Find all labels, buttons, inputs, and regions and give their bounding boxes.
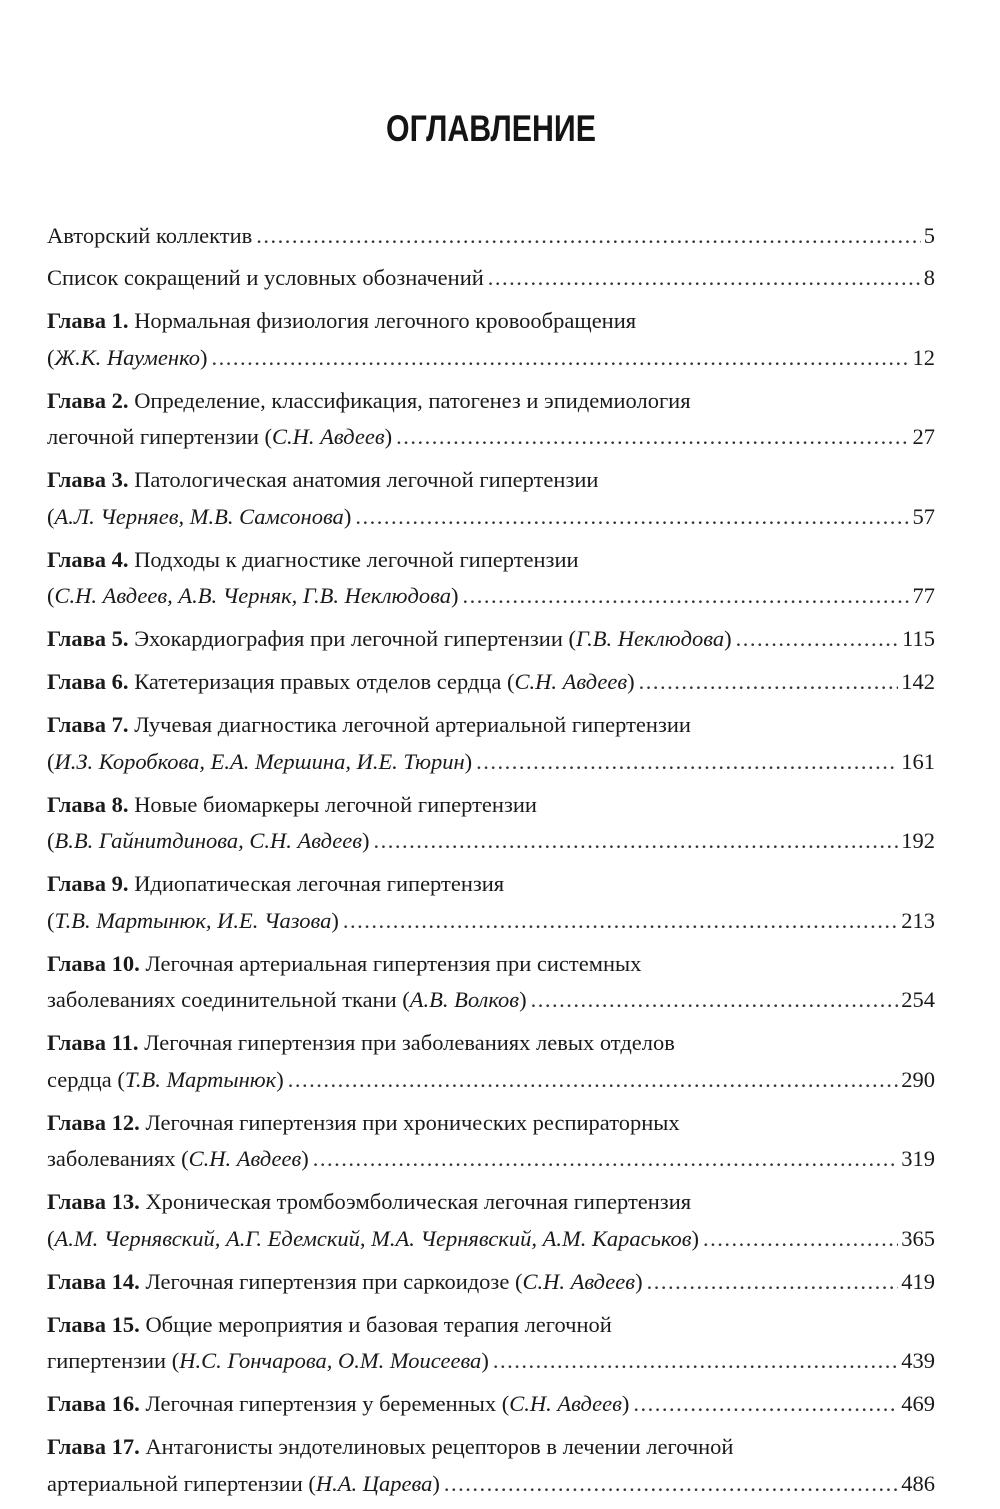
chapter-title: Катетеризация правых отделов сердца	[134, 669, 502, 694]
chapter-title: Антагонисты эндотелиновых рецепторов в лечении легочной	[145, 1434, 734, 1459]
chapter-title: Идиопатическая легочная гипертензия	[134, 871, 505, 896]
chapter-title: Лучевая диагностика легочной артериальной гипертензии	[134, 712, 691, 737]
page-number: 27	[912, 424, 935, 449]
chapter-title: Эхокардиография при легочной гипертензии	[134, 626, 563, 651]
entry-last-line: легочной гипертензии ( С.Н. Авдеев ) ..... 27	[47, 419, 935, 456]
entry-last-line: гипертензии ( Н.С. Гончарова, О.М. Моисеева ) ..... 439	[47, 1343, 935, 1380]
entry-last-line: ( С.Н. Авдеев, А.В. Черняк, Г.В. Неклюдова ) ..... 77	[47, 578, 935, 615]
entry-first-line	[47, 462, 935, 499]
page-number: 365	[901, 1225, 935, 1251]
chapter-label: Глава 3.	[47, 467, 129, 492]
chapter-title: Подходы к диагностике легочной гипертензии	[134, 546, 579, 572]
entry-last-line: ( Ж.К. Науменко ) ..... 12	[47, 340, 935, 377]
toc-entry-chapter-3[interactable]	[47, 462, 935, 535]
dot-leader	[313, 1141, 899, 1178]
toc-entry-chapter-12[interactable]	[47, 1105, 935, 1178]
entry-last-line: ( А.М. Чернявский, А.Г. Едемский, М.А. Чернявский, А.М. Караськов ) ..... 365	[47, 1221, 935, 1258]
toc-entry-authors-collective[interactable]	[47, 218, 935, 255]
chapter-authors: А.В. Волков	[409, 987, 520, 1012]
chapter-title: Новые биомаркеры легочной гипертензии	[134, 791, 537, 817]
toc-list	[47, 218, 935, 1509]
toc-entry-chapter-10[interactable]	[47, 946, 935, 1019]
chapter-label: Глава 11.	[47, 1030, 139, 1055]
chapter-label: Глава 6.	[47, 669, 129, 694]
page-title: ОГЛАВЛЕНИЕ	[386, 108, 596, 149]
chapter-title-cont: сердца	[47, 1066, 112, 1092]
chapter-label: Глава 16.	[47, 1391, 140, 1416]
entry-first-line	[47, 1025, 935, 1062]
chapter-authors: С.Н. Авдеев	[272, 424, 385, 449]
entry-first-line	[47, 542, 935, 579]
chapter-label: Глава 5.	[47, 626, 129, 651]
chapter-authors: С.Н. Авдеев	[522, 1268, 636, 1294]
page-number: 254	[901, 987, 935, 1012]
entry-last-line: сердца ( Т.В. Мартынюк ) ..... 290	[47, 1062, 935, 1099]
chapter-title-cont: легочной гипертензии	[47, 424, 259, 449]
entry-first-line	[47, 303, 935, 340]
chapter-title: Легочная гипертензия при хронических респираторных	[145, 1109, 680, 1135]
chapter-label: Глава 12.	[47, 1109, 140, 1135]
page-number: 439	[901, 1348, 935, 1373]
chapter-title: Легочная гипертензия при заболеваниях левых отделов	[144, 1030, 675, 1055]
entry-last-line: заболеваниях ( С.Н. Авдеев ) ..... 319	[47, 1141, 935, 1178]
toc-entry-chapter-16[interactable]	[47, 1386, 935, 1423]
toc-entry-chapter-7[interactable]	[47, 707, 935, 780]
dot-leader	[488, 260, 921, 297]
toc-entry-chapter-14[interactable]	[47, 1264, 935, 1301]
entry-first-line	[47, 787, 935, 824]
dot-leader	[531, 982, 899, 1019]
chapter-label: Глава 13.	[47, 1189, 140, 1214]
dot-leader	[647, 1264, 899, 1301]
toc-entry-chapter-5[interactable]	[47, 621, 935, 658]
chapter-title: Определение, классификация, патогенез и эпидемиология	[134, 387, 691, 413]
entry-last-line: ( Т.В. Мартынюк, И.Е. Чазова ) ..... 213	[47, 903, 935, 940]
chapter-authors: Г.В. Неклюдова	[576, 626, 725, 651]
dot-leader	[736, 621, 899, 658]
entry-last-line: Глава 16. Легочная гипертензия у беременных ( С.Н. Авдеев ) ..... 469	[47, 1386, 935, 1423]
chapter-authors: С.Н. Авдеев	[514, 669, 628, 694]
chapter-authors: С.Н. Авдеев	[188, 1146, 302, 1171]
chapter-label: Глава 14.	[47, 1268, 140, 1294]
dot-leader	[374, 823, 899, 860]
page-number: 115	[902, 626, 935, 651]
entry-last-line: Глава 14. Легочная гипертензия при саркоидозе ( С.Н. Авдеев ) ..... 419	[47, 1264, 935, 1301]
page-number: 5	[923, 223, 935, 248]
dot-leader	[476, 744, 898, 781]
page-number: 12	[912, 344, 935, 370]
entry-last-line: ( А.Л. Черняев, М.В. Самсонова ) ..... 57	[47, 499, 935, 536]
page-number: 213	[901, 907, 935, 933]
chapter-title: Легочная гипертензия у беременных	[145, 1391, 497, 1416]
chapter-authors: А.М. Чернявский, А.Г. Едемский, М.А. Чернявский, А.М. Караськов	[54, 1225, 692, 1251]
page-number: 290	[901, 1066, 935, 1092]
chapter-label: Глава 2.	[47, 387, 129, 413]
dot-leader	[355, 499, 909, 536]
entry-last-line: артериальной гипертензии ( Н.А. Царева ) ..... 486	[47, 1466, 935, 1503]
chapter-label: Глава 15.	[47, 1311, 140, 1337]
chapter-label: Глава 17.	[47, 1434, 140, 1459]
chapter-title: Общие мероприятия и базовая терапия легочной	[145, 1311, 612, 1337]
page-number: 8	[923, 264, 935, 290]
entry-first-line	[47, 707, 935, 744]
chapter-title: Нормальная физиология легочного кровообращения	[134, 308, 637, 333]
dot-leader	[462, 578, 909, 615]
chapter-authors: Т.В. Мартынюк, И.Е. Чазова	[54, 907, 332, 933]
toc-entry-chapter-11[interactable]	[47, 1025, 935, 1098]
dot-leader	[639, 664, 899, 701]
page-number: 142	[901, 669, 935, 694]
dot-leader	[444, 1466, 898, 1503]
entry-last-line: ( И.З. Коробкова, Е.А. Мершина, И.Е. Тюрин ) ..... 161	[47, 744, 935, 781]
entry-last-line: Глава 6. Катетеризация правых отделов сердца ( С.Н. Авдеев ) ..... 142	[47, 664, 935, 701]
chapter-title: Легочная артериальная гипертензия при системных	[145, 950, 642, 976]
dot-leader	[288, 1062, 899, 1099]
chapter-label: Глава 9.	[47, 871, 129, 896]
chapter-authors: Н.С. Гончарова, О.М. Моисеева	[179, 1348, 482, 1373]
chapter-title-cont: заболеваниях соединительной ткани	[47, 987, 397, 1012]
dot-leader	[633, 1386, 898, 1423]
toc-entry-chapter-4[interactable]	[47, 542, 935, 615]
toc-entry-chapter-1[interactable]	[47, 303, 935, 376]
toc-page	[47, 0, 935, 1496]
chapter-title-cont: заболеваниях	[47, 1146, 176, 1171]
toc-entry-chapter-6[interactable]	[47, 664, 935, 701]
chapter-title: Хроническая тромбоэмболическая легочная гипертензия	[145, 1189, 692, 1214]
chapter-authors: С.Н. Авдеев	[509, 1391, 622, 1416]
toc-entry-chapter-17[interactable]	[47, 1429, 935, 1502]
entry-first-line	[47, 1105, 935, 1142]
page-number: 192	[901, 828, 935, 853]
page-number: 57	[912, 503, 935, 529]
dot-leader	[211, 340, 909, 377]
chapter-label: Глава 8.	[47, 791, 129, 817]
toc-entry-chapter-15[interactable]	[47, 1307, 935, 1380]
page-number: 469	[901, 1391, 935, 1416]
page-number: 419	[901, 1268, 935, 1294]
chapter-authors: В.В. Гайнитдинова, С.Н. Авдеев	[54, 828, 363, 853]
entry-text: Список сокращений и условных обозначений	[47, 264, 484, 290]
dot-leader	[256, 218, 920, 255]
dot-leader	[703, 1221, 898, 1258]
page-number: 77	[912, 583, 935, 608]
toc-entry-chapter-9[interactable]	[47, 866, 935, 939]
chapter-label: Глава 4.	[47, 546, 129, 572]
chapter-title: Легочная гипертензия при саркоидозе	[145, 1268, 510, 1294]
chapter-authors: И.З. Коробкова, Е.А. Мершина, И.Е. Тюрин	[54, 748, 465, 774]
chapter-label: Глава 7.	[47, 712, 129, 737]
entry-last-line: заболеваниях соединительной ткани ( А.В. Волков ) ..... 254	[47, 982, 935, 1019]
chapter-title-cont: артериальной гипертензии	[47, 1470, 303, 1496]
page-number: 319	[901, 1146, 935, 1171]
entry-last-line: ( В.В. Гайнитдинова, С.Н. Авдеев ) ..... 192	[47, 823, 935, 860]
page-number: 486	[901, 1470, 935, 1496]
chapter-title-cont: гипертензии	[47, 1348, 167, 1373]
toc-entry-abbreviations[interactable]	[47, 260, 935, 297]
entry-first-line	[47, 1307, 935, 1344]
toc-entry-chapter-8[interactable]	[47, 787, 935, 860]
dot-leader	[343, 903, 898, 940]
chapter-authors: Т.В. Мартынюк	[124, 1066, 277, 1092]
chapter-authors: А.Л. Черняев, М.В. Самсонова	[54, 503, 344, 529]
entry-first-line	[47, 1429, 935, 1466]
chapter-title: Патологическая анатомия легочной гипертензии	[134, 467, 599, 492]
entry-text: Авторский коллектив	[47, 223, 253, 248]
dot-leader	[396, 419, 909, 456]
entry-last-line: Глава 5. Эхокардиография при легочной гипертензии ( Г.В. Неклюдова ) ..... 115	[47, 621, 935, 658]
dot-leader	[493, 1343, 898, 1380]
chapter-authors: Ж.К. Науменко	[54, 344, 200, 370]
entry-first-line	[47, 383, 935, 420]
entry-first-line	[47, 866, 935, 903]
entry-first-line	[47, 946, 935, 983]
toc-entry-chapter-13[interactable]	[47, 1184, 935, 1257]
page-number: 161	[901, 748, 935, 774]
chapter-authors: С.Н. Авдеев, А.В. Черняк, Г.В. Неклюдова	[54, 583, 451, 608]
chapter-authors: Н.А. Царева	[315, 1470, 433, 1496]
chapter-label: Глава 1.	[47, 308, 129, 333]
chapter-label: Глава 10.	[47, 950, 140, 976]
entry-first-line	[47, 1184, 935, 1221]
toc-entry-chapter-2[interactable]	[47, 383, 935, 456]
